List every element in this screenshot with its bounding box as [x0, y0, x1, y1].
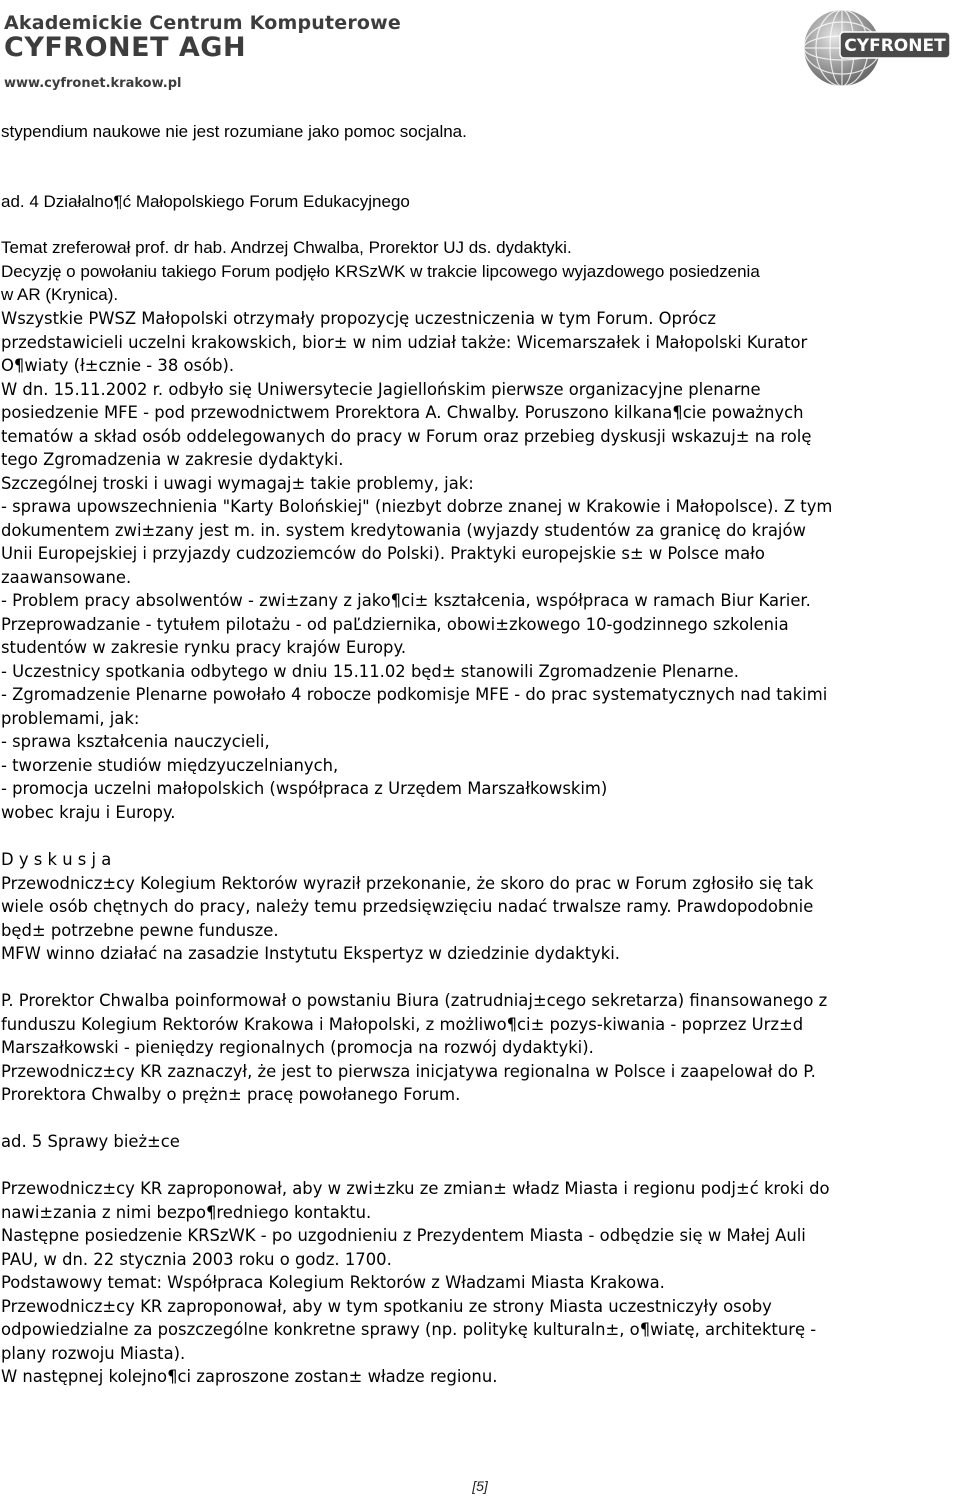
- cyfronet-logo: [800, 6, 952, 90]
- page-number: [5]: [472, 1478, 488, 1494]
- paragraph-office: P. Prorektor Chwalba poinformował o powstaniu Biura (zatrudniaj±cego sekretarza) finansowanego z funduszu Kolegium Rektorów Krakowa i Małopolski, z możliwo¶ci± pozys-kiwania - poprzez Urz±d Marszałkowski - pieniędzy regionalnych (promocja na rozwój dydaktyki). Przewodnicz±cy KR zaznaczył, że jest to pierwsza inicjatywa regionalna w Polsce i zaapelował do P. Prorektora Chwalby o prężn± pracę powołanego Forum.: [1, 991, 828, 1104]
- paragraph-forum-intro: Temat zreferował prof. dr hab. Andrzej Chwalba, Prorektor UJ ds. dydaktyki. Decyzję o powołaniu takiego Forum podjęło KRSzWK w trakcie lipcowego wyjazdowego posiedzenia w AR (Krynica).: [1, 238, 760, 304]
- brand-name: CYFRONET AGH: [4, 32, 247, 63]
- brand-institution-name: Akademickie Centrum Komputerowe: [4, 12, 402, 34]
- brand-url: www.cyfronet.krakow.pl: [4, 76, 182, 91]
- logo-text: CYFRONET: [844, 36, 946, 56]
- paragraph-forum-details: Wszystkie PWSZ Małopolski otrzymały propozycję uczestniczenia w tym Forum. Oprócz przedstawicieli uczelni krakowskich, bior± w nim udział także: Wicemarszałek i Małopolski Kurator O¶wiaty (ł±cznie - 38 osób). W dn. 15.11.2002 r. odbyło się Uniwersytecie Jagiellońskim pierwsze organizacyjne plenarne posiedzenie MFE - pod przewodnictwem Prorektora A. Chwalby. Poruszono kilkana¶cie poważnych tematów a skład osób oddelegowanych do pracy w Forum oraz przebieg dyskusji wskazuj± na rolę tego Zgromadzenia w zakresie dydaktyki. Szczególnej troski i uwagi wymagaj± takie problemy, jak: - sprawa upowszechnienia "Karty Bolońskiej" (niezbyt dobrze znanej w Krakowie i Małopolsce). Z tym dokumentem zwi±zany jest m. in. system kredytowania (wyjazdy studentów za granicę do krajów Unii Europejskiej i przyjazdy cudzoziemców do Polski). Praktyki europejskie s± w Polsce mało zaawansowane. - Problem pracy absolwentów - zwi±zany z jako¶ci± kształcenia, współpraca w ramach Biur Karier. Przeprowadzanie - tytułem pilotażu - od paĽdziernika, obowi±zkowego 10-godzinnego szkolenia studentów w zakresie rynku pracy krajów Europy. - Uczestnicy spotkania odbytego w dniu 15.11.02 będ± stanowili Zgromadzenie Plenarne. - Zgromadzenie Plenarne powołało 4 robocze podkomisje MFE - do prac systematycznych nad takimi problemami, jak: - sprawa kształcenia nauczycieli, - tworzenie studiów międzyuczelnianych, - promocja uczelni małopolskich (współpraca z Urzędem Marszałkowskim) wobec kraju i Europy.: [1, 309, 833, 822]
- agenda-item-5-heading: ad. 5 Sprawy bież±ce: [1, 1132, 180, 1151]
- paragraph-current-matters: Przewodnicz±cy KR zaproponował, aby w zwi±zku ze zmian± władz Miasta i regionu podj±ć kroki do nawi±zania z nimi bezpo¶redniego kontaktu. Następne posiedzenie KRSzWK - po uzgodnieniu z Prezydentem Miasta - odbędzie się w Małej Auli PAU, w dn. 22 stycznia 2003 roku o godz. 1700. Podstawowy temat: Współpraca Kolegium Rektorów z Władzami Miasta Krakowa. Przewodnicz±cy KR zaproponował, aby w tym spotkaniu ze strony Miasta uczestniczyły osoby odpowiedzialne za poszczególne konkretne sprawy (np. politykę kulturaln±, o¶wiatę, architekturę - plany rozwoju Miasta). W następnej kolejno¶ci zaproszone zostan± władze regionu.: [1, 1179, 830, 1386]
- paragraph-discussion: D y s k u s j a Przewodnicz±cy Kolegium Rektorów wyraził przekonanie, że skoro do prac w Forum zgłosiło się tak wiele osób chętnych do pracy, należy temu przedsięwzięciu nadać trwalsze ramy. Prawdopodobnie będ± potrzebne pewne fundusze. MFW winno działać na zasadzie Instytutu Ekspertyz w dziedzinie dydaktyki.: [1, 850, 814, 963]
- agenda-item-4-heading: ad. 4 Działalno¶ć Małopolskiego Forum Edukacyjnego: [1, 192, 410, 211]
- page-header: [0, 0, 960, 96]
- paragraph-scholarship: stypendium naukowe nie jest rozumiane jako pomoc socjalna.: [1, 122, 467, 141]
